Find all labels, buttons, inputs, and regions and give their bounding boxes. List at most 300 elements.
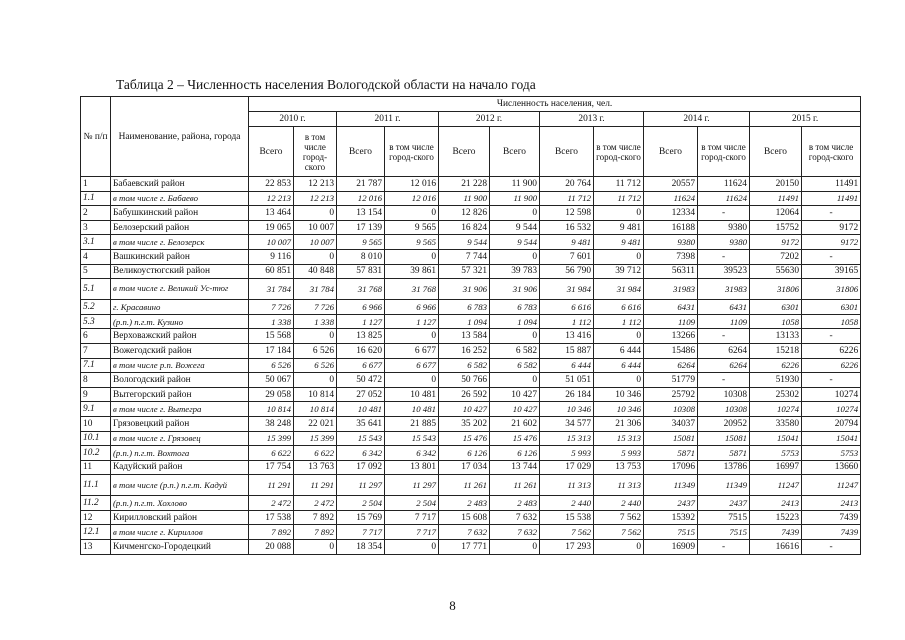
cell-urban: 10 814 bbox=[294, 387, 337, 402]
row-number: 11.1 bbox=[81, 475, 111, 496]
cell-urban: 6 444 bbox=[594, 358, 644, 373]
cell-urban: 11247 bbox=[802, 475, 861, 496]
cell-total: 9 544 bbox=[439, 235, 490, 250]
row-name: в том числе г. Белозерск bbox=[111, 235, 249, 250]
cell-urban: 11 313 bbox=[594, 475, 644, 496]
cell-total: 13 416 bbox=[540, 329, 594, 344]
row-number: 10.1 bbox=[81, 431, 111, 446]
cell-urban: 6 582 bbox=[490, 343, 540, 358]
cell-urban: 7515 bbox=[698, 510, 750, 525]
cell-urban: 1 112 bbox=[594, 314, 644, 329]
header-total: Всего bbox=[540, 127, 594, 177]
cell-urban: 6301 bbox=[802, 300, 861, 315]
row-number: 5.2 bbox=[81, 300, 111, 315]
cell-total: 22 853 bbox=[249, 177, 294, 192]
cell-urban: 7439 bbox=[802, 510, 861, 525]
cell-urban: 7 726 bbox=[294, 300, 337, 315]
cell-total: 7398 bbox=[644, 249, 698, 264]
cell-total: 13 154 bbox=[337, 206, 385, 221]
cell-urban: 10 427 bbox=[490, 402, 540, 417]
table-row bbox=[81, 220, 861, 235]
table-row bbox=[81, 249, 861, 264]
row-name: в том числе г. Кириллов bbox=[111, 525, 249, 540]
row-name: Кадуйский район bbox=[111, 460, 249, 475]
cell-urban: 31983 bbox=[698, 279, 750, 300]
cell-urban: 0 bbox=[490, 249, 540, 264]
cell-urban: 10308 bbox=[698, 387, 750, 402]
cell-urban: 6 966 bbox=[385, 300, 439, 315]
cell-urban: 21 602 bbox=[490, 416, 540, 431]
row-name: Верховажский район bbox=[111, 329, 249, 344]
cell-urban: 12 213 bbox=[294, 191, 337, 206]
row-name: Грязовецкий район bbox=[111, 416, 249, 431]
cell-total: 1058 bbox=[750, 314, 802, 329]
cell-total: 17 538 bbox=[249, 510, 294, 525]
cell-urban: 10274 bbox=[802, 402, 861, 417]
cell-urban: 10 814 bbox=[294, 402, 337, 417]
row-number: 3.1 bbox=[81, 235, 111, 250]
cell-total: 10 346 bbox=[540, 402, 594, 417]
cell-urban: 2 440 bbox=[594, 496, 644, 511]
cell-total: 6226 bbox=[750, 358, 802, 373]
cell-total: 15041 bbox=[750, 431, 802, 446]
cell-urban: 0 bbox=[385, 373, 439, 388]
cell-total: 2 472 bbox=[249, 496, 294, 511]
table-row bbox=[81, 510, 861, 525]
row-name: Великоустюгский район bbox=[111, 264, 249, 279]
cell-total: 31983 bbox=[644, 279, 698, 300]
cell-total: 26 592 bbox=[439, 387, 490, 402]
header-urban: в том числе город-ского bbox=[385, 127, 439, 177]
cell-urban: - bbox=[698, 373, 750, 388]
cell-urban: 6264 bbox=[698, 358, 750, 373]
cell-total: 13133 bbox=[750, 329, 802, 344]
cell-total: 9 565 bbox=[337, 235, 385, 250]
header-total: Всего bbox=[750, 127, 802, 177]
row-number: 9.1 bbox=[81, 402, 111, 417]
cell-urban: 12 213 bbox=[294, 177, 337, 192]
cell-urban: 9 481 bbox=[594, 220, 644, 235]
cell-urban: 11 712 bbox=[594, 177, 644, 192]
cell-urban: 6 616 bbox=[594, 300, 644, 315]
cell-urban: 5753 bbox=[802, 446, 861, 461]
cell-urban: 6 126 bbox=[490, 446, 540, 461]
cell-total: 31 768 bbox=[337, 279, 385, 300]
cell-total: 2 440 bbox=[540, 496, 594, 511]
cell-urban: - bbox=[698, 329, 750, 344]
cell-total: 20 764 bbox=[540, 177, 594, 192]
cell-total: 17096 bbox=[644, 460, 698, 475]
cell-total: 7 632 bbox=[439, 525, 490, 540]
cell-urban: 39523 bbox=[698, 264, 750, 279]
cell-total: 34 577 bbox=[540, 416, 594, 431]
row-number: 5 bbox=[81, 264, 111, 279]
cell-urban: 13 763 bbox=[294, 460, 337, 475]
cell-urban: 0 bbox=[385, 249, 439, 264]
cell-urban: 21 885 bbox=[385, 416, 439, 431]
cell-urban: 31 768 bbox=[385, 279, 439, 300]
table-title: Таблица 2 – Численность населения Вологодской области на начало года bbox=[116, 77, 536, 92]
cell-urban: 6 677 bbox=[385, 343, 439, 358]
cell-total: 10 814 bbox=[249, 402, 294, 417]
cell-urban: 10308 bbox=[698, 402, 750, 417]
cell-total: 12 598 bbox=[540, 206, 594, 221]
cell-urban: 6 622 bbox=[294, 446, 337, 461]
cell-total: 6 526 bbox=[249, 358, 294, 373]
cell-urban: 7 717 bbox=[385, 525, 439, 540]
cell-total: 16 824 bbox=[439, 220, 490, 235]
header-total: Всего bbox=[644, 127, 698, 177]
cell-urban: 6226 bbox=[802, 343, 861, 358]
cell-urban: 2413 bbox=[802, 496, 861, 511]
cell-total: 15392 bbox=[644, 510, 698, 525]
row-number: 13 bbox=[81, 540, 111, 555]
row-number: 5.3 bbox=[81, 314, 111, 329]
header-name: Наименование, района, города bbox=[111, 97, 249, 177]
cell-urban: 11 712 bbox=[594, 191, 644, 206]
table-body bbox=[81, 177, 861, 555]
cell-total: 50 067 bbox=[249, 373, 294, 388]
cell-total: 17 034 bbox=[439, 460, 490, 475]
cell-urban: 39 712 bbox=[594, 264, 644, 279]
header-year-2011: 2011 г. bbox=[337, 112, 439, 127]
cell-urban: 6264 bbox=[698, 343, 750, 358]
row-number: 7 bbox=[81, 343, 111, 358]
cell-urban: 13660 bbox=[802, 460, 861, 475]
cell-total: 55630 bbox=[750, 264, 802, 279]
header-urban: в том числе город-ского bbox=[294, 127, 337, 177]
cell-total: 60 851 bbox=[249, 264, 294, 279]
cell-total: 1 127 bbox=[337, 314, 385, 329]
cell-urban: 39 783 bbox=[490, 264, 540, 279]
cell-urban: 7515 bbox=[698, 525, 750, 540]
row-number: 4 bbox=[81, 249, 111, 264]
header-num: № п/п bbox=[81, 97, 111, 177]
cell-urban: 0 bbox=[490, 329, 540, 344]
cell-total: 6 677 bbox=[337, 358, 385, 373]
cell-urban: 39165 bbox=[802, 264, 861, 279]
header-year-2015: 2015 г. bbox=[750, 112, 861, 127]
cell-total: 15 887 bbox=[540, 343, 594, 358]
cell-total: 2413 bbox=[750, 496, 802, 511]
cell-urban: 13 744 bbox=[490, 460, 540, 475]
table-row bbox=[81, 540, 861, 555]
cell-urban: 7 632 bbox=[490, 525, 540, 540]
cell-urban: 31 784 bbox=[294, 279, 337, 300]
table-row bbox=[81, 300, 861, 315]
row-name: Вытегорский район bbox=[111, 387, 249, 402]
row-number: 1 bbox=[81, 177, 111, 192]
cell-total: 15223 bbox=[750, 510, 802, 525]
cell-urban: - bbox=[698, 206, 750, 221]
row-name: Бабаевский район bbox=[111, 177, 249, 192]
row-name: Кирилловский район bbox=[111, 510, 249, 525]
cell-urban: 11349 bbox=[698, 475, 750, 496]
cell-urban: 9380 bbox=[698, 235, 750, 250]
cell-total: 10 427 bbox=[439, 402, 490, 417]
cell-urban: - bbox=[802, 540, 861, 555]
cell-total: 15 313 bbox=[540, 431, 594, 446]
table-row bbox=[81, 446, 861, 461]
row-name: в том числе г. Грязовец bbox=[111, 431, 249, 446]
cell-total: 6 126 bbox=[439, 446, 490, 461]
cell-total: 12 213 bbox=[249, 191, 294, 206]
cell-urban: 10 346 bbox=[594, 387, 644, 402]
cell-urban: 1109 bbox=[698, 314, 750, 329]
cell-total: 16 252 bbox=[439, 343, 490, 358]
cell-urban: 0 bbox=[594, 329, 644, 344]
cell-urban: 15 476 bbox=[490, 431, 540, 446]
cell-total: 17 092 bbox=[337, 460, 385, 475]
table-row bbox=[81, 402, 861, 417]
cell-total: 29 058 bbox=[249, 387, 294, 402]
cell-total: 16 620 bbox=[337, 343, 385, 358]
cell-urban: 5871 bbox=[698, 446, 750, 461]
cell-urban: - bbox=[802, 373, 861, 388]
cell-total: 15 538 bbox=[540, 510, 594, 525]
cell-total: 21 228 bbox=[439, 177, 490, 192]
cell-total: 6 783 bbox=[439, 300, 490, 315]
cell-total: 9172 bbox=[750, 235, 802, 250]
cell-total: 20150 bbox=[750, 177, 802, 192]
cell-total: 7 726 bbox=[249, 300, 294, 315]
cell-urban: 6 444 bbox=[594, 343, 644, 358]
cell-urban: 9172 bbox=[802, 220, 861, 235]
cell-urban: 0 bbox=[294, 206, 337, 221]
cell-urban: 10274 bbox=[802, 387, 861, 402]
cell-urban: 6 783 bbox=[490, 300, 540, 315]
header-year-2014: 2014 г. bbox=[644, 112, 750, 127]
cell-total: 7 562 bbox=[540, 525, 594, 540]
cell-total: 6301 bbox=[750, 300, 802, 315]
cell-total: 10274 bbox=[750, 402, 802, 417]
cell-total: 13 464 bbox=[249, 206, 294, 221]
header-group: Численность населения, чел. bbox=[249, 97, 861, 112]
cell-total: 56 790 bbox=[540, 264, 594, 279]
table-row bbox=[81, 191, 861, 206]
table-row bbox=[81, 264, 861, 279]
cell-total: 15218 bbox=[750, 343, 802, 358]
cell-total: 5871 bbox=[644, 446, 698, 461]
header-total: Всего bbox=[249, 127, 294, 177]
header-year-2012: 2012 г. bbox=[439, 112, 540, 127]
cell-total: 8 010 bbox=[337, 249, 385, 264]
cell-urban: 1 338 bbox=[294, 314, 337, 329]
cell-urban: 1 094 bbox=[490, 314, 540, 329]
cell-total: 25792 bbox=[644, 387, 698, 402]
cell-urban: 0 bbox=[294, 373, 337, 388]
cell-urban: 21 306 bbox=[594, 416, 644, 431]
row-number: 10 bbox=[81, 416, 111, 431]
table-row bbox=[81, 235, 861, 250]
table-row bbox=[81, 475, 861, 496]
cell-total: 6 342 bbox=[337, 446, 385, 461]
cell-urban: 11624 bbox=[698, 191, 750, 206]
cell-urban: - bbox=[802, 206, 861, 221]
cell-total: 51 051 bbox=[540, 373, 594, 388]
cell-urban: 6 342 bbox=[385, 446, 439, 461]
cell-urban: 40 848 bbox=[294, 264, 337, 279]
cell-total: 11349 bbox=[644, 475, 698, 496]
cell-urban: 15 399 bbox=[294, 431, 337, 446]
cell-urban: 9 544 bbox=[490, 220, 540, 235]
cell-total: 20 088 bbox=[249, 540, 294, 555]
cell-urban: 13786 bbox=[698, 460, 750, 475]
row-name: Вашкинский район bbox=[111, 249, 249, 264]
cell-urban: 1058 bbox=[802, 314, 861, 329]
row-number: 5.1 bbox=[81, 279, 111, 300]
cell-urban: 1 127 bbox=[385, 314, 439, 329]
cell-total: 17 754 bbox=[249, 460, 294, 475]
cell-urban: 10 007 bbox=[294, 235, 337, 250]
row-name: в том числе р.п. Вожега bbox=[111, 358, 249, 373]
cell-urban: 2437 bbox=[698, 496, 750, 511]
cell-total: 21 787 bbox=[337, 177, 385, 192]
cell-urban: 11 291 bbox=[294, 475, 337, 496]
cell-total: 11 297 bbox=[337, 475, 385, 496]
cell-total: 13 584 bbox=[439, 329, 490, 344]
cell-urban: 10 007 bbox=[294, 220, 337, 235]
cell-total: 6 444 bbox=[540, 358, 594, 373]
row-number: 11.2 bbox=[81, 496, 111, 511]
cell-total: 17 771 bbox=[439, 540, 490, 555]
header-total: Всего bbox=[337, 127, 385, 177]
cell-urban: 11491 bbox=[802, 191, 861, 206]
cell-urban: 0 bbox=[490, 206, 540, 221]
cell-total: 7 601 bbox=[540, 249, 594, 264]
cell-urban: 20952 bbox=[698, 416, 750, 431]
cell-total: 11 313 bbox=[540, 475, 594, 496]
header-total: Всего bbox=[490, 127, 540, 177]
cell-total: 18 354 bbox=[337, 540, 385, 555]
cell-total: 7202 bbox=[750, 249, 802, 264]
table-row bbox=[81, 525, 861, 540]
row-name: Кичменгско-Городецкий bbox=[111, 540, 249, 555]
cell-urban: 9 544 bbox=[490, 235, 540, 250]
cell-urban: 6 582 bbox=[490, 358, 540, 373]
cell-urban: 6431 bbox=[698, 300, 750, 315]
cell-total: 10 481 bbox=[337, 402, 385, 417]
cell-urban: 10 427 bbox=[490, 387, 540, 402]
cell-total: 15 543 bbox=[337, 431, 385, 446]
cell-urban: 11 900 bbox=[490, 191, 540, 206]
cell-urban: 9172 bbox=[802, 235, 861, 250]
cell-urban: 6 526 bbox=[294, 358, 337, 373]
cell-total: 38 248 bbox=[249, 416, 294, 431]
table-row bbox=[81, 279, 861, 300]
cell-total: 57 831 bbox=[337, 264, 385, 279]
cell-urban: - bbox=[802, 329, 861, 344]
table-row bbox=[81, 416, 861, 431]
cell-total: 16616 bbox=[750, 540, 802, 555]
cell-urban: 7 892 bbox=[294, 525, 337, 540]
row-number: 6 bbox=[81, 329, 111, 344]
cell-total: 2 504 bbox=[337, 496, 385, 511]
header-total: Всего bbox=[439, 127, 490, 177]
cell-urban: 15081 bbox=[698, 431, 750, 446]
row-name: в том числе (р.п.) п.г.т. Кадуй bbox=[111, 475, 249, 496]
cell-urban: 7 562 bbox=[594, 525, 644, 540]
cell-urban: 7 562 bbox=[594, 510, 644, 525]
cell-total: 12 016 bbox=[337, 191, 385, 206]
cell-total: 7439 bbox=[750, 525, 802, 540]
row-name: Белозерский район bbox=[111, 220, 249, 235]
row-name: г. Красавино bbox=[111, 300, 249, 315]
cell-urban: 0 bbox=[294, 329, 337, 344]
cell-total: 1109 bbox=[644, 314, 698, 329]
header-urban: в том числе город-ского bbox=[594, 127, 644, 177]
row-name: в том числе г. Вытегра bbox=[111, 402, 249, 417]
cell-total: 12334 bbox=[644, 206, 698, 221]
cell-urban: 22 021 bbox=[294, 416, 337, 431]
cell-urban: 15 313 bbox=[594, 431, 644, 446]
cell-urban: 2 504 bbox=[385, 496, 439, 511]
cell-total: 11491 bbox=[750, 191, 802, 206]
cell-total: 17 139 bbox=[337, 220, 385, 235]
cell-urban: 0 bbox=[594, 249, 644, 264]
cell-urban: 12 016 bbox=[385, 177, 439, 192]
row-number: 7.1 bbox=[81, 358, 111, 373]
cell-urban: 11491 bbox=[802, 177, 861, 192]
row-name: Вологодский район bbox=[111, 373, 249, 388]
cell-total: 6 582 bbox=[439, 358, 490, 373]
table-row bbox=[81, 387, 861, 402]
header-urban: в том числе город-ского bbox=[802, 127, 861, 177]
cell-total: 11624 bbox=[644, 191, 698, 206]
cell-urban: 2 472 bbox=[294, 496, 337, 511]
row-number: 1.1 bbox=[81, 191, 111, 206]
cell-total: 9 481 bbox=[540, 235, 594, 250]
cell-urban: 0 bbox=[490, 373, 540, 388]
cell-urban: 10 481 bbox=[385, 387, 439, 402]
cell-total: 20557 bbox=[644, 177, 698, 192]
cell-total: 31 784 bbox=[249, 279, 294, 300]
cell-total: 10 007 bbox=[249, 235, 294, 250]
cell-total: 15 769 bbox=[337, 510, 385, 525]
cell-urban: 5 993 bbox=[594, 446, 644, 461]
row-name: Бабушкинский район bbox=[111, 206, 249, 221]
row-number: 8 bbox=[81, 373, 111, 388]
cell-urban: 0 bbox=[594, 373, 644, 388]
cell-total: 7 717 bbox=[337, 525, 385, 540]
cell-total: 7 744 bbox=[439, 249, 490, 264]
cell-total: 15 476 bbox=[439, 431, 490, 446]
cell-total: 10308 bbox=[644, 402, 698, 417]
cell-total: 5753 bbox=[750, 446, 802, 461]
header-year-2010: 2010 г. bbox=[249, 112, 337, 127]
cell-total: 12 826 bbox=[439, 206, 490, 221]
cell-total: 1 094 bbox=[439, 314, 490, 329]
table-row bbox=[81, 358, 861, 373]
cell-urban: 7 892 bbox=[294, 510, 337, 525]
cell-total: 15 608 bbox=[439, 510, 490, 525]
cell-urban: 31 984 bbox=[594, 279, 644, 300]
cell-urban: - bbox=[802, 249, 861, 264]
cell-urban: 0 bbox=[594, 206, 644, 221]
cell-total: 16997 bbox=[750, 460, 802, 475]
cell-total: 15 399 bbox=[249, 431, 294, 446]
cell-urban: 15 543 bbox=[385, 431, 439, 446]
cell-urban: 0 bbox=[385, 540, 439, 555]
cell-total: 51930 bbox=[750, 373, 802, 388]
cell-urban: - bbox=[698, 540, 750, 555]
row-name: (р.п.) п.г.т. Хохлово bbox=[111, 496, 249, 511]
header-urban: в том числе город-ского bbox=[698, 127, 750, 177]
cell-total: 26 184 bbox=[540, 387, 594, 402]
cell-urban: 12 016 bbox=[385, 191, 439, 206]
table-row bbox=[81, 206, 861, 221]
cell-urban: 9 565 bbox=[385, 235, 439, 250]
